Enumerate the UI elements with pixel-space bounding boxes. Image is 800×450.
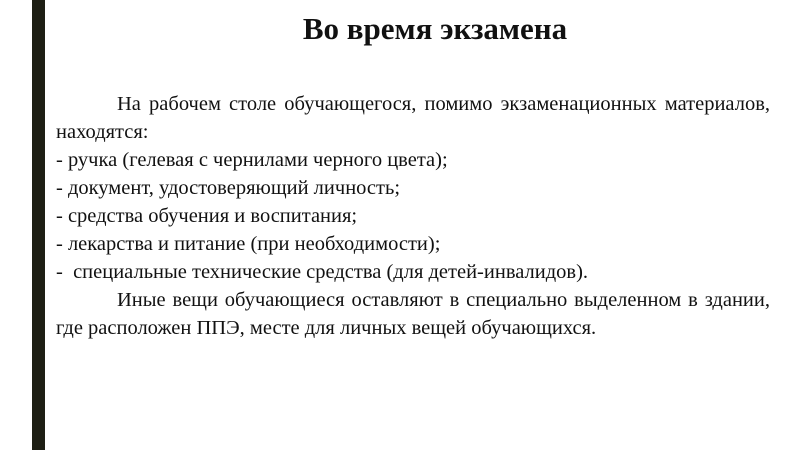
intro-paragraph: На рабочем столе обучающегося, помимо экзаменационных материалов, находятся: — [56, 93, 770, 143]
slide-title: Во время экзамена — [302, 11, 568, 46]
accent-bar — [32, 0, 45, 450]
list-item: - ручка (гелевая с чернилами черного цвета); — [56, 149, 448, 171]
slide-body — [56, 90, 770, 342]
list-item: - средства обучения и воспитания; — [56, 205, 358, 227]
closing-paragraph: Иные вещи обучающиеся оставляют в специально выделенном в здании, где расположен ППЭ, месте для личных вещей обучающихся. — [56, 289, 770, 339]
list-item: - специальные технические средства (для детей-инвалидов). — [56, 261, 589, 283]
list-item: - документ, удостоверяющий личность; — [56, 177, 401, 199]
list-item: - лекарства и питание (при необходимости); — [56, 233, 441, 255]
